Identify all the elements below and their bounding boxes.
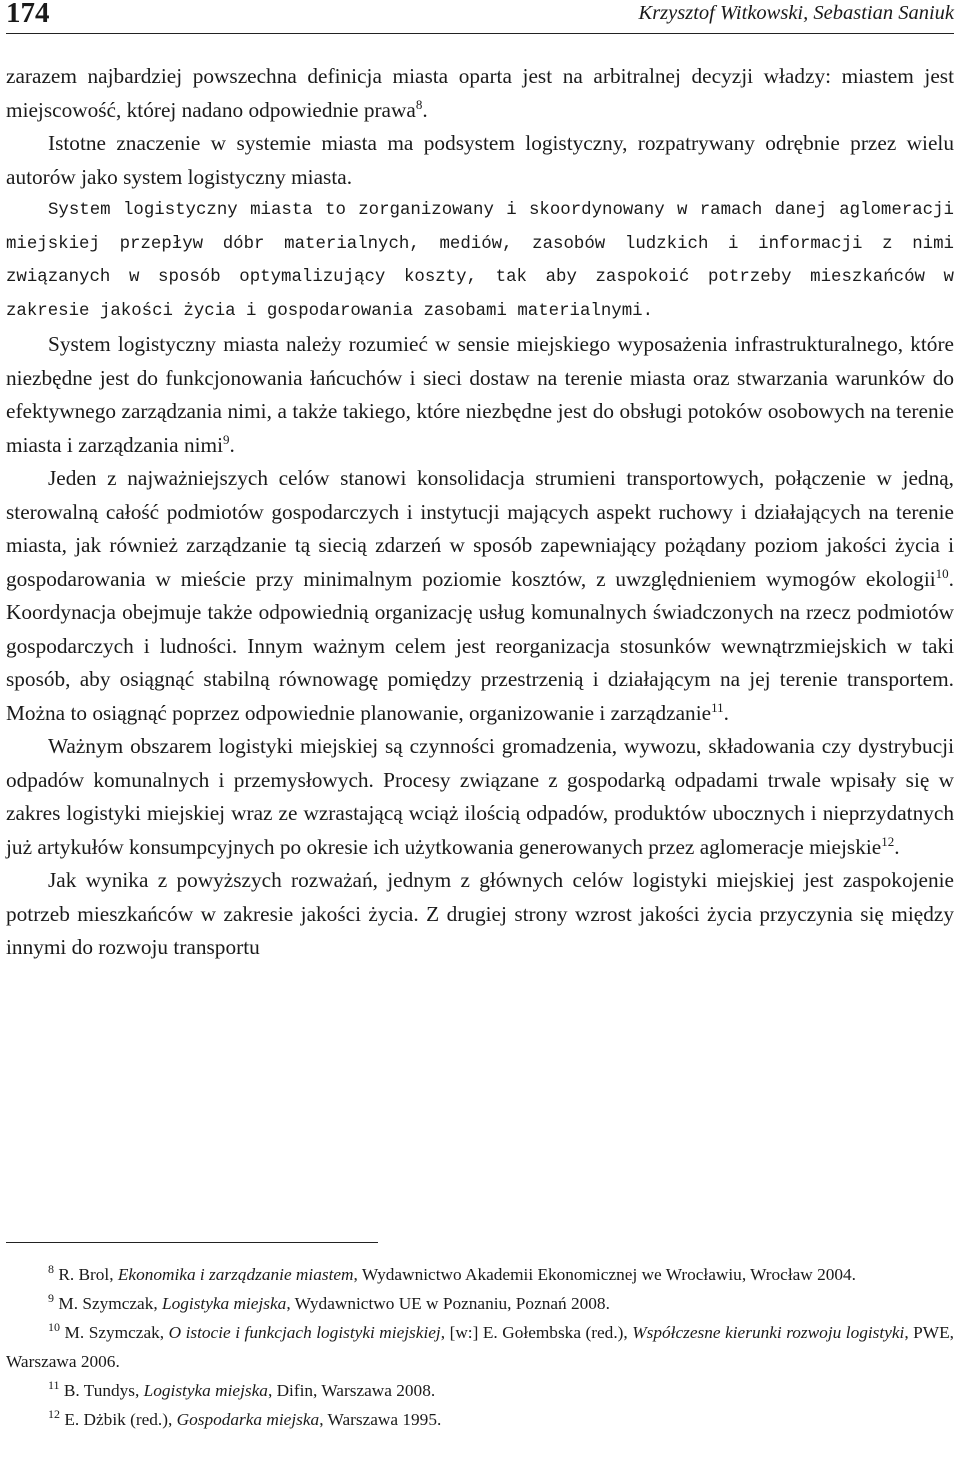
- paragraph: [6, 730, 954, 864]
- paragraph-text: . Koordynacja obejmuje także odpowiednią organizację usług komunalnych świadczonych na rzecz podmiotów gospodarczych i ludności. Innym ważnym celem jest reorganizacja stosunków wewnątrzmiejskich w taki sposób, aby osiągnąć stabilną równowagę pomiędzy przestrzenią i działającym na jej terenie transportem. Można to osiągnąć poprzez odpowiednie planowanie, organizowanie i zarządzanie: [6, 566, 954, 725]
- paragraph: Jak wynika z powyższych rozważań, jednym z głównych celów logistyki miejskiej jest zaspokojenie potrzeb mieszkańców w zakresie jakości życia. Z drugiej strony wzrost jakości życia przyczynia się między innymi do rozwoju transportu: [6, 868, 954, 959]
- footnote-ref[interactable]: 9: [223, 431, 230, 447]
- footnote-ref[interactable]: 12: [881, 833, 895, 849]
- paragraph: [6, 60, 954, 127]
- footnote-number: 11: [48, 1378, 60, 1393]
- footnote-author: M. Szymczak,: [58, 1294, 162, 1313]
- footnote-text: , Wydawnictwo UE w Poznaniu, Poznań 2008.: [286, 1294, 610, 1313]
- footnote-text: , PWE, Warszawa 2006.: [6, 1323, 954, 1371]
- page-number: 174: [6, 0, 50, 29]
- paragraph: Istotne znaczenie w systemie miasta ma podsystem logistyczny, rozpatrywany odrębnie przez wielu autorów jako system logistyczny miasta.: [6, 131, 954, 189]
- footnote-number: 12: [48, 1407, 60, 1422]
- footnote-ref[interactable]: 10: [935, 565, 949, 581]
- footnote-text: , Wydawnictwo Akademii Ekonomicznej we Wrocławiu, Wrocław 2004.: [353, 1265, 856, 1284]
- paragraph: [6, 462, 954, 730]
- footnote-author: R. Brol,: [58, 1265, 118, 1284]
- paragraph-text: .: [422, 97, 428, 122]
- footnote: [6, 1318, 954, 1376]
- footnote: [6, 1405, 954, 1434]
- footnote-title: Logistyka miejska: [162, 1294, 287, 1313]
- body-text: [6, 60, 954, 965]
- page-header: [6, 0, 954, 34]
- paragraph-definition: System logistyczny miasta to zorganizowany i skoordynowany w ramach danej aglomeracji miejskiej przepływ dóbr materialnych, mediów, zasobów ludzkich i informacji z nimi związanych w sposób optymalizujący koszty, tak aby zaspokoić potrzeby mieszkańców w zakresie jakości życia i gospodarowania zasobami materialnymi.: [6, 201, 954, 321]
- footnote-title: O istocie i funkcjach logistyki miejskiej: [168, 1323, 441, 1342]
- footnote-title: Ekonomika i zarządzanie miastem: [117, 1265, 354, 1284]
- footnote-text: , Difin, Warszawa 2008.: [267, 1381, 436, 1400]
- footnote: [6, 1289, 954, 1318]
- footnote-text: , [w:] E. Gołembska (red.),: [440, 1323, 633, 1342]
- footnote-text: , Warszawa 1995.: [319, 1410, 442, 1429]
- paragraph-text: Ważnym obszarem logistyki miejskiej są czynności gromadzenia, wywozu, składowania czy dystrybucji odpadów komunalnych i przemysłowych. Procesy związane z gospodarką odpadami trwale wpisały się w zakres logistyki miejskiej wraz ze wzrastającą wciąż ilością odpadów, produktów ubocznych i nieprzydatnych już artykułów konsumpcyjnych po okresie ich użytkowania generowanych przez aglomeracje miejskie: [6, 734, 954, 859]
- paragraph-text: Jeden z najważniejszych celów stanowi konsolidacja strumieni transportowych, połączenie w jedną, sterowalną całość podmiotów gospodarczych i instytucji mających aspekt ruchowy i działających na terenie miasta, jak również zarządzanie tą siecią zdarzeń w sposób zapewniający pożądany poziom jakości życia i gospodarowania w mieście przy minimalnym poziomie kosztów, z uwzględnieniem wymogów ekologii: [6, 466, 954, 591]
- footnote-author: E. Dżbik (red.),: [64, 1410, 177, 1429]
- paragraph: [6, 328, 954, 462]
- footnote-ref[interactable]: 8: [415, 96, 423, 112]
- footnote-author: M. Szymczak,: [64, 1323, 169, 1342]
- footnote-title: Gospodarka miejska: [176, 1410, 320, 1429]
- footnote-author: B. Tundys,: [63, 1381, 144, 1400]
- footnotes: [6, 1260, 954, 1434]
- paragraph-text: System logistyczny miasta należy rozumieć w sensie miejskiego wyposażenia infrastrukturalnego, które niezbędne jest do funkcjonowania łańcuchów i sieci dostaw na terenie miasta oraz stwarzania warunków do efektywnego zarządzania nimi, a także takiego, które niezbędne jest do obsługi potoków osobowych na terenie miasta i zarządzania nimi: [6, 332, 954, 457]
- running-title: Krzysztof Witkowski, Sebastian Saniuk: [638, 2, 954, 24]
- footnote-number: 8: [48, 1262, 54, 1277]
- footnote-title: Logistyka miejska: [143, 1381, 268, 1400]
- footnote-separator: [6, 1242, 378, 1243]
- footnote-number: 9: [48, 1291, 54, 1306]
- paragraph-text: .: [229, 432, 235, 457]
- footnote-number: 10: [48, 1320, 60, 1335]
- footnote-ref[interactable]: 11: [711, 699, 724, 715]
- paragraph-text: .: [723, 700, 729, 725]
- footnote: [6, 1376, 954, 1405]
- footnote: [6, 1260, 954, 1289]
- footnote-title: Współczesne kierunki rozwoju logistyki: [632, 1323, 905, 1342]
- document-page: [6, 0, 954, 1465]
- paragraph-text: zarazem najbardziej powszechna definicja miasta oparta jest na arbitralnej decyzji władzy: miastem jest miejscowość, której nadano odpowiednie prawa: [6, 64, 954, 122]
- paragraph-text: .: [894, 834, 900, 859]
